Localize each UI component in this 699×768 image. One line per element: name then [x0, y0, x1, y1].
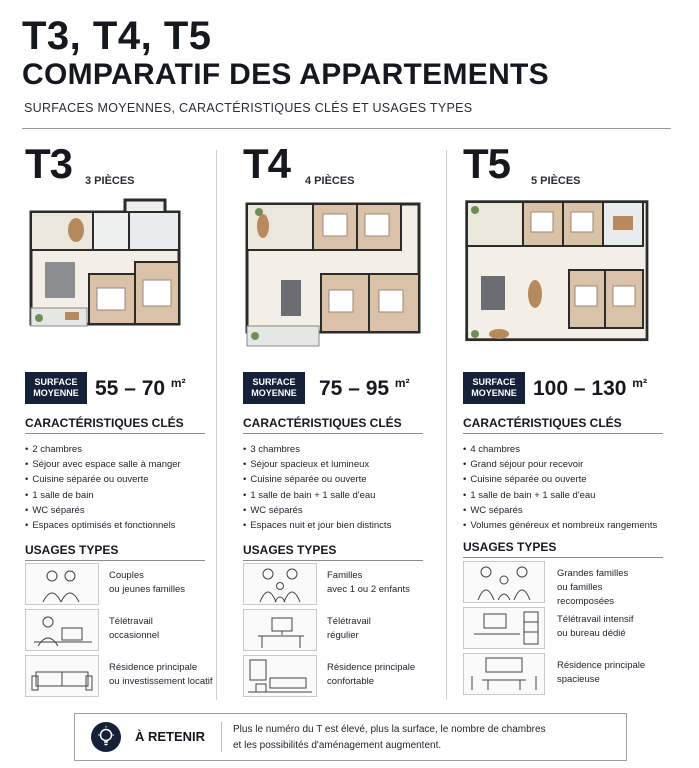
family-icon: [243, 563, 317, 605]
usage-line2: confortable: [327, 676, 375, 687]
feature-item: • 1 salle de bain + 1 salle d'eau: [463, 488, 657, 503]
column-t4: [243, 140, 433, 687]
feature-item: • Séjour avec espace salle à manger: [25, 457, 181, 472]
surface-range: 55 – 70: [95, 377, 166, 400]
usage-line1: Télétravail: [327, 616, 371, 627]
feature-item: • 4 chambres: [463, 442, 657, 457]
living-room-icon: [243, 655, 317, 697]
large-family-icon: [463, 561, 545, 603]
feature-item: • WC séparés: [25, 503, 181, 518]
feature-item: • Espaces nuit et jour bien distincts: [243, 518, 391, 533]
surface-unit: m²: [394, 376, 410, 390]
usage-item: [463, 607, 653, 649]
feature-item: • Cuisine séparée ou ouverte: [463, 472, 657, 487]
usage-line1: Familles: [327, 570, 363, 581]
usages-title: USAGES TYPES: [243, 543, 337, 557]
features-divider: [25, 433, 205, 434]
page-subtitle: SURFACES MOYENNES, CARACTÉRISTIQUES CLÉS ET USAGES TYPES: [24, 101, 473, 115]
feature-item: • Grand séjour pour recevoir: [463, 457, 657, 472]
surface-value: [95, 376, 186, 401]
usage-line2: spacieuse: [557, 674, 600, 685]
usage-line2: ou familles recomposées: [557, 582, 615, 607]
usage-line1: Résidence principale: [109, 662, 198, 673]
usage-line2: ou jeunes familles: [109, 584, 186, 595]
feature-item: • 3 chambres: [243, 442, 391, 457]
header-divider: [22, 128, 671, 129]
usage-line1: Couples: [109, 570, 144, 581]
dining-room-icon: [463, 653, 545, 695]
lightbulb-icon: [91, 722, 121, 752]
column-separator: [446, 150, 447, 700]
floor-plan-t5: [463, 198, 649, 350]
usage-line2: ou investissement locatif: [109, 676, 213, 687]
column-t5: [463, 140, 658, 685]
surface-value: [533, 376, 647, 401]
usage-line1: Télétravail: [109, 616, 153, 627]
feature-item: • 2 chambres: [25, 442, 181, 457]
apartment-type: T4: [243, 140, 291, 187]
surface-badge: [463, 372, 525, 404]
laptop-desk-icon: [25, 609, 99, 651]
key-takeaway-line1: Plus le numéro du T est élevé, plus la surface, le nombre de chambres: [233, 724, 546, 735]
usage-item: [25, 563, 215, 605]
usage-item: [243, 563, 433, 605]
surface-label-2: MOYENNE: [471, 388, 517, 398]
feature-item: • Volumes généreux et nombreux rangements: [463, 518, 657, 533]
key-takeaway-title: À RETENIR: [135, 729, 206, 744]
features-divider: [463, 433, 663, 434]
apartment-type: T3: [25, 140, 73, 187]
page-title-main: COMPARATIF DES APPARTEMENTS: [22, 58, 549, 91]
office-icon: [463, 607, 545, 649]
couple-icon: [25, 563, 99, 605]
surface-range: 75 – 95: [319, 377, 390, 400]
usage-item: [463, 561, 653, 607]
feature-item: • WC séparés: [243, 503, 391, 518]
surface-block: [243, 372, 433, 404]
feature-item: • Cuisine séparée ou ouverte: [25, 472, 181, 487]
feature-item: • Séjour spacieux et lumineux: [243, 457, 391, 472]
desk-monitor-icon: [243, 609, 317, 651]
usage-line2: avec 1 ou 2 enfants: [327, 584, 410, 595]
usages-title: USAGES TYPES: [25, 543, 119, 557]
surface-block: [25, 372, 215, 404]
page-title: T3, T4, T5: [22, 14, 212, 58]
surface-badge: [25, 372, 87, 404]
rooms-count: 3 PIÈCES: [85, 175, 135, 187]
column-t3: [25, 140, 215, 687]
usage-line1: Grandes familles: [557, 568, 629, 579]
surface-block: [463, 372, 653, 404]
apartment-type: T5: [463, 140, 511, 187]
surface-label-2: MOYENNE: [33, 388, 79, 398]
usage-item: [243, 655, 433, 697]
usage-item: [25, 609, 215, 651]
usage-item: [463, 653, 653, 695]
features-title: CARACTÉRISTIQUES CLÉS: [25, 416, 184, 430]
surface-unit: m²: [170, 376, 186, 390]
rooms-count: 4 PIÈCES: [305, 175, 355, 187]
usages-divider: [243, 560, 423, 561]
key-takeaway-text: [233, 722, 546, 754]
usage-item: [25, 655, 215, 697]
sofa-icon: [25, 655, 99, 697]
floor-plan-t4: [243, 198, 429, 350]
rooms-count: 5 PIÈCES: [531, 175, 581, 187]
feature-item: • Cuisine séparée ou ouverte: [243, 472, 391, 487]
surface-label: SURFACE: [34, 377, 78, 387]
features-title: CARACTÉRISTIQUES CLÉS: [243, 416, 402, 430]
feature-item: • WC séparés: [463, 503, 657, 518]
features-divider: [243, 433, 423, 434]
key-takeaway-box: [74, 713, 627, 761]
column-separator: [216, 150, 217, 700]
surface-unit: m²: [632, 376, 647, 390]
feature-item: • 1 salle de bain + 1 salle d'eau: [243, 488, 391, 503]
floor-plan-t3: [25, 198, 211, 350]
features-list: [463, 442, 657, 533]
surface-label: SURFACE: [472, 377, 516, 387]
usages-divider: [25, 560, 205, 561]
usage-line1: Résidence principale: [327, 662, 416, 673]
feature-item: • Espaces optimisés et fonctionnels: [25, 518, 181, 533]
surface-label-2: MOYENNE: [251, 388, 297, 398]
key-takeaway-line2: et les possibilités d'aménagement augmentent.: [233, 740, 442, 751]
key-takeaway-divider: [221, 722, 222, 752]
usage-line1: Résidence principale: [557, 660, 646, 671]
surface-label: SURFACE: [252, 377, 296, 387]
features-list: [243, 442, 391, 533]
usages-divider: [463, 557, 663, 558]
feature-item: • 1 salle de bain: [25, 488, 181, 503]
usage-line2: régulier: [327, 630, 359, 641]
usage-line2: ou bureau dédié: [557, 628, 626, 639]
surface-range: 100 – 130: [533, 377, 627, 400]
features-title: CARACTÉRISTIQUES CLÉS: [463, 416, 622, 430]
usage-item: [243, 609, 433, 651]
features-list: [25, 442, 181, 533]
surface-value: [319, 376, 410, 401]
usage-line1: Télétravail intensif: [557, 614, 634, 625]
usage-line2: occasionnel: [109, 630, 160, 641]
usages-title: USAGES TYPES: [463, 540, 557, 554]
surface-badge: [243, 372, 305, 404]
